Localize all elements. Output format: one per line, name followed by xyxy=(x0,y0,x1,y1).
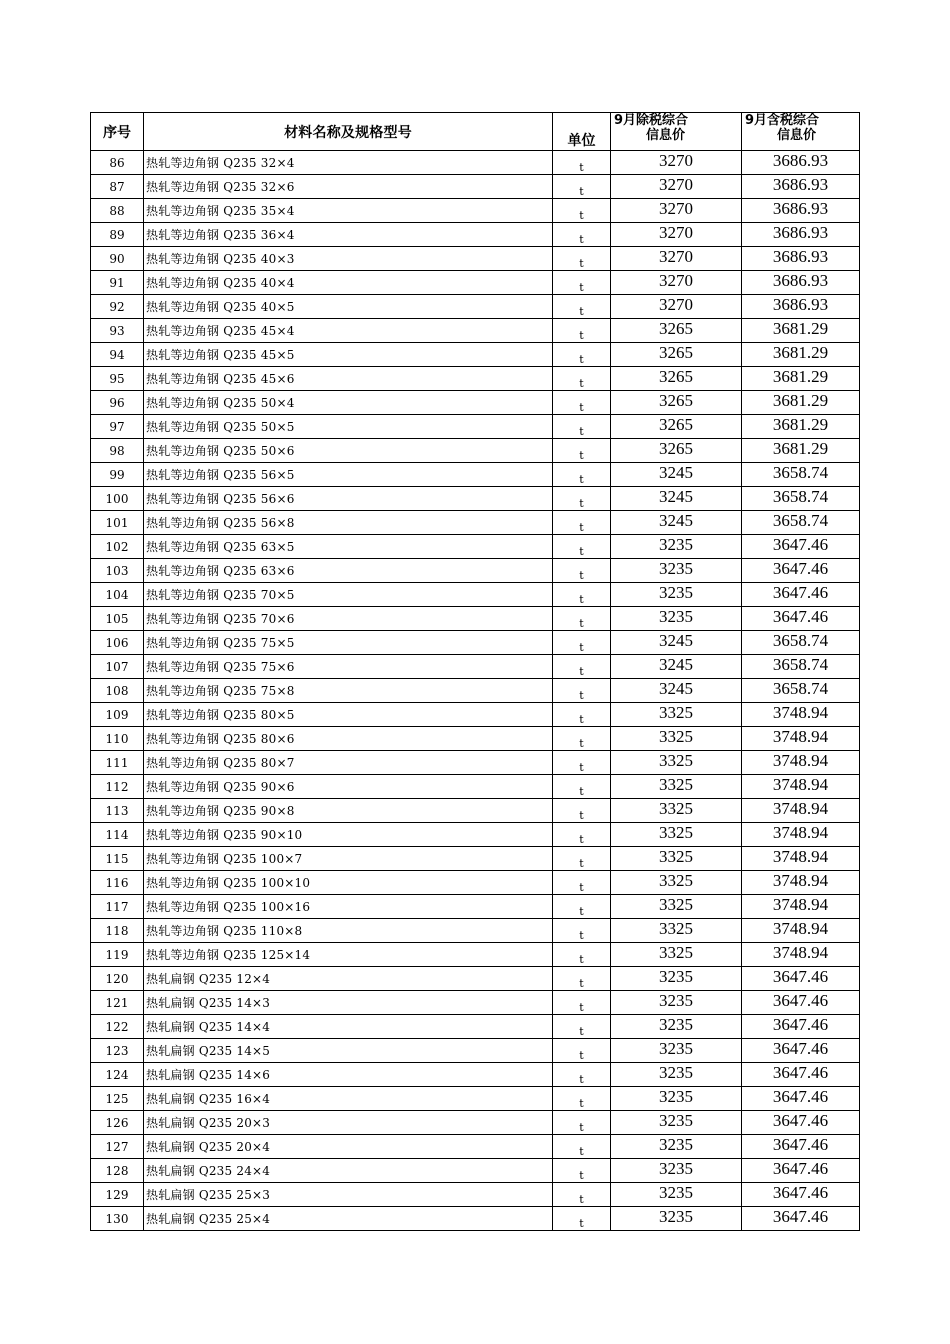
table-row xyxy=(91,175,860,199)
cell-no: 117 xyxy=(91,895,144,919)
table-row xyxy=(91,199,860,223)
table-row xyxy=(91,1207,860,1231)
cell-price-inc-tax: 3748.94 xyxy=(742,703,860,727)
cell-price-ex-tax: 3325 xyxy=(611,847,742,871)
cell-unit: t xyxy=(553,607,611,631)
table-row xyxy=(91,1039,860,1063)
cell-name: 热轧等边角钢 Q235 50×4 xyxy=(144,391,553,415)
header-no: 序号 xyxy=(91,113,144,151)
cell-price-ex-tax: 3235 xyxy=(611,1159,742,1183)
cell-unit: t xyxy=(553,655,611,679)
cell-price-ex-tax: 3235 xyxy=(611,1111,742,1135)
cell-price-ex-tax: 3235 xyxy=(611,967,742,991)
cell-unit: t xyxy=(553,1135,611,1159)
cell-name: 热轧等边角钢 Q235 50×6 xyxy=(144,439,553,463)
cell-no: 86 xyxy=(91,151,144,175)
cell-price-inc-tax: 3681.29 xyxy=(742,439,860,463)
cell-price-ex-tax: 3245 xyxy=(611,463,742,487)
cell-unit: t xyxy=(553,247,611,271)
cell-no: 110 xyxy=(91,727,144,751)
cell-name: 热轧扁钢 Q235 25×4 xyxy=(144,1207,553,1231)
cell-unit: t xyxy=(553,847,611,871)
cell-price-inc-tax: 3658.74 xyxy=(742,511,860,535)
cell-price-inc-tax: 3681.29 xyxy=(742,367,860,391)
cell-unit: t xyxy=(553,895,611,919)
cell-unit: t xyxy=(553,343,611,367)
cell-price-inc-tax: 3647.46 xyxy=(742,535,860,559)
header-price-ex-tax xyxy=(611,113,742,151)
cell-price-ex-tax: 3325 xyxy=(611,775,742,799)
table-row xyxy=(91,607,860,631)
table-row xyxy=(91,703,860,727)
cell-price-ex-tax: 3235 xyxy=(611,1207,742,1231)
cell-price-ex-tax: 3325 xyxy=(611,871,742,895)
cell-price-ex-tax: 3265 xyxy=(611,367,742,391)
table-row xyxy=(91,943,860,967)
cell-price-inc-tax: 3748.94 xyxy=(742,727,860,751)
cell-price-inc-tax: 3647.46 xyxy=(742,1111,860,1135)
cell-unit: t xyxy=(553,1063,611,1087)
cell-price-ex-tax: 3235 xyxy=(611,1039,742,1063)
cell-price-ex-tax: 3325 xyxy=(611,799,742,823)
cell-name: 热轧等边角钢 Q235 80×5 xyxy=(144,703,553,727)
cell-price-ex-tax: 3245 xyxy=(611,679,742,703)
cell-name: 热轧等边角钢 Q235 70×6 xyxy=(144,607,553,631)
cell-name: 热轧扁钢 Q235 14×5 xyxy=(144,1039,553,1063)
cell-price-inc-tax: 3647.46 xyxy=(742,1039,860,1063)
cell-name: 热轧等边角钢 Q235 80×6 xyxy=(144,727,553,751)
cell-unit: t xyxy=(553,1015,611,1039)
cell-price-inc-tax: 3681.29 xyxy=(742,319,860,343)
cell-unit: t xyxy=(553,511,611,535)
cell-price-inc-tax: 3658.74 xyxy=(742,655,860,679)
cell-unit: t xyxy=(553,391,611,415)
table-row xyxy=(91,727,860,751)
cell-unit: t xyxy=(553,583,611,607)
table-row xyxy=(91,439,860,463)
table-row xyxy=(91,1015,860,1039)
cell-unit: t xyxy=(553,919,611,943)
cell-price-inc-tax: 3647.46 xyxy=(742,1015,860,1039)
cell-unit: t xyxy=(553,175,611,199)
cell-price-inc-tax: 3647.46 xyxy=(742,1135,860,1159)
cell-no: 114 xyxy=(91,823,144,847)
cell-unit: t xyxy=(553,1207,611,1231)
cell-no: 119 xyxy=(91,943,144,967)
cell-price-ex-tax: 3235 xyxy=(611,1183,742,1207)
table-row xyxy=(91,871,860,895)
table-row xyxy=(91,1135,860,1159)
cell-price-inc-tax: 3647.46 xyxy=(742,559,860,583)
header-row xyxy=(91,113,860,151)
cell-price-inc-tax: 3748.94 xyxy=(742,919,860,943)
cell-no: 106 xyxy=(91,631,144,655)
cell-price-inc-tax: 3686.93 xyxy=(742,295,860,319)
cell-name: 热轧等边角钢 Q235 32×6 xyxy=(144,175,553,199)
table-row xyxy=(91,1087,860,1111)
table-row xyxy=(91,847,860,871)
cell-no: 124 xyxy=(91,1063,144,1087)
cell-unit: t xyxy=(553,823,611,847)
cell-name: 热轧等边角钢 Q235 45×4 xyxy=(144,319,553,343)
cell-price-ex-tax: 3270 xyxy=(611,247,742,271)
cell-no: 97 xyxy=(91,415,144,439)
table-row xyxy=(91,511,860,535)
cell-unit: t xyxy=(553,1111,611,1135)
cell-price-ex-tax: 3270 xyxy=(611,295,742,319)
table-row xyxy=(91,559,860,583)
cell-no: 92 xyxy=(91,295,144,319)
cell-price-inc-tax: 3748.94 xyxy=(742,895,860,919)
cell-price-ex-tax: 3325 xyxy=(611,751,742,775)
header-price-ex-tax-line2: 信息价 xyxy=(646,128,686,143)
cell-no: 109 xyxy=(91,703,144,727)
cell-no: 125 xyxy=(91,1087,144,1111)
cell-price-inc-tax: 3658.74 xyxy=(742,679,860,703)
cell-no: 107 xyxy=(91,655,144,679)
cell-name: 热轧等边角钢 Q235 100×16 xyxy=(144,895,553,919)
cell-price-ex-tax: 3235 xyxy=(611,1135,742,1159)
cell-price-ex-tax: 3235 xyxy=(611,535,742,559)
table-row xyxy=(91,151,860,175)
cell-name: 热轧扁钢 Q235 20×3 xyxy=(144,1111,553,1135)
table-row xyxy=(91,319,860,343)
cell-price-ex-tax: 3270 xyxy=(611,175,742,199)
cell-price-inc-tax: 3748.94 xyxy=(742,751,860,775)
cell-price-ex-tax: 3235 xyxy=(611,583,742,607)
cell-price-ex-tax: 3270 xyxy=(611,271,742,295)
cell-price-ex-tax: 3270 xyxy=(611,151,742,175)
table-row xyxy=(91,463,860,487)
cell-price-inc-tax: 3658.74 xyxy=(742,463,860,487)
cell-unit: t xyxy=(553,991,611,1015)
cell-unit: t xyxy=(553,439,611,463)
cell-unit: t xyxy=(553,871,611,895)
header-price-inc-tax xyxy=(742,113,860,151)
cell-unit: t xyxy=(553,367,611,391)
cell-unit: t xyxy=(553,151,611,175)
cell-unit: t xyxy=(553,559,611,583)
cell-price-inc-tax: 3658.74 xyxy=(742,487,860,511)
table-row xyxy=(91,343,860,367)
table-row xyxy=(91,823,860,847)
cell-name: 热轧等边角钢 Q235 56×5 xyxy=(144,463,553,487)
cell-no: 130 xyxy=(91,1207,144,1231)
cell-unit: t xyxy=(553,631,611,655)
cell-price-inc-tax: 3647.46 xyxy=(742,1207,860,1231)
cell-price-inc-tax: 3686.93 xyxy=(742,223,860,247)
cell-price-inc-tax: 3681.29 xyxy=(742,391,860,415)
table-row xyxy=(91,367,860,391)
cell-price-inc-tax: 3748.94 xyxy=(742,823,860,847)
cell-price-ex-tax: 3235 xyxy=(611,1087,742,1111)
cell-unit: t xyxy=(553,223,611,247)
cell-no: 129 xyxy=(91,1183,144,1207)
cell-unit: t xyxy=(553,703,611,727)
cell-name: 热轧等边角钢 Q235 50×5 xyxy=(144,415,553,439)
table-row xyxy=(91,1111,860,1135)
cell-price-inc-tax: 3748.94 xyxy=(742,847,860,871)
cell-price-ex-tax: 3265 xyxy=(611,343,742,367)
cell-no: 105 xyxy=(91,607,144,631)
cell-price-ex-tax: 3270 xyxy=(611,199,742,223)
cell-name: 热轧等边角钢 Q235 36×4 xyxy=(144,223,553,247)
cell-price-ex-tax: 3235 xyxy=(611,607,742,631)
cell-unit: t xyxy=(553,319,611,343)
cell-unit: t xyxy=(553,487,611,511)
cell-no: 99 xyxy=(91,463,144,487)
cell-no: 128 xyxy=(91,1159,144,1183)
cell-price-ex-tax: 3265 xyxy=(611,391,742,415)
cell-price-ex-tax: 3325 xyxy=(611,727,742,751)
cell-price-inc-tax: 3647.46 xyxy=(742,1063,860,1087)
cell-price-inc-tax: 3681.29 xyxy=(742,343,860,367)
cell-unit: t xyxy=(553,751,611,775)
table-row xyxy=(91,415,860,439)
cell-price-inc-tax: 3658.74 xyxy=(742,631,860,655)
cell-no: 104 xyxy=(91,583,144,607)
table-row xyxy=(91,271,860,295)
header-price-inc-tax-line1: 9月含税综合 xyxy=(745,113,820,128)
cell-price-inc-tax: 3748.94 xyxy=(742,871,860,895)
cell-price-ex-tax: 3265 xyxy=(611,415,742,439)
table-row xyxy=(91,583,860,607)
table-row xyxy=(91,991,860,1015)
cell-name: 热轧扁钢 Q235 16×4 xyxy=(144,1087,553,1111)
cell-name: 热轧等边角钢 Q235 35×4 xyxy=(144,199,553,223)
cell-no: 89 xyxy=(91,223,144,247)
cell-price-inc-tax: 3748.94 xyxy=(742,799,860,823)
cell-name: 热轧等边角钢 Q235 63×5 xyxy=(144,535,553,559)
cell-unit: t xyxy=(553,415,611,439)
cell-name: 热轧等边角钢 Q235 100×7 xyxy=(144,847,553,871)
cell-no: 87 xyxy=(91,175,144,199)
cell-no: 88 xyxy=(91,199,144,223)
table-row xyxy=(91,799,860,823)
cell-name: 热轧扁钢 Q235 24×4 xyxy=(144,1159,553,1183)
cell-unit: t xyxy=(553,1183,611,1207)
cell-no: 122 xyxy=(91,1015,144,1039)
cell-price-inc-tax: 3681.29 xyxy=(742,415,860,439)
cell-price-ex-tax: 3245 xyxy=(611,631,742,655)
cell-price-inc-tax: 3647.46 xyxy=(742,991,860,1015)
cell-price-inc-tax: 3686.93 xyxy=(742,175,860,199)
cell-unit: t xyxy=(553,1087,611,1111)
cell-no: 123 xyxy=(91,1039,144,1063)
cell-unit: t xyxy=(553,199,611,223)
cell-name: 热轧等边角钢 Q235 90×10 xyxy=(144,823,553,847)
cell-no: 91 xyxy=(91,271,144,295)
cell-no: 95 xyxy=(91,367,144,391)
cell-no: 120 xyxy=(91,967,144,991)
cell-price-ex-tax: 3235 xyxy=(611,1015,742,1039)
cell-price-ex-tax: 3265 xyxy=(611,319,742,343)
cell-price-inc-tax: 3647.46 xyxy=(742,1183,860,1207)
cell-no: 112 xyxy=(91,775,144,799)
cell-price-inc-tax: 3748.94 xyxy=(742,943,860,967)
cell-name: 热轧等边角钢 Q235 40×3 xyxy=(144,247,553,271)
cell-price-inc-tax: 3686.93 xyxy=(742,271,860,295)
header-unit: 单位 xyxy=(553,113,611,151)
header-price-inc-tax-line2: 信息价 xyxy=(777,128,817,143)
cell-name: 热轧扁钢 Q235 12×4 xyxy=(144,967,553,991)
cell-name: 热轧等边角钢 Q235 63×6 xyxy=(144,559,553,583)
cell-price-ex-tax: 3325 xyxy=(611,919,742,943)
cell-name: 热轧等边角钢 Q235 100×10 xyxy=(144,871,553,895)
table-row xyxy=(91,895,860,919)
cell-price-ex-tax: 3270 xyxy=(611,223,742,247)
cell-name: 热轧等边角钢 Q235 56×8 xyxy=(144,511,553,535)
table-row xyxy=(91,391,860,415)
cell-unit: t xyxy=(553,727,611,751)
cell-no: 101 xyxy=(91,511,144,535)
cell-name: 热轧等边角钢 Q235 125×14 xyxy=(144,943,553,967)
cell-no: 98 xyxy=(91,439,144,463)
cell-price-inc-tax: 3647.46 xyxy=(742,607,860,631)
table-row xyxy=(91,919,860,943)
cell-price-ex-tax: 3235 xyxy=(611,991,742,1015)
cell-name: 热轧扁钢 Q235 14×4 xyxy=(144,1015,553,1039)
cell-unit: t xyxy=(553,943,611,967)
cell-price-inc-tax: 3647.46 xyxy=(742,1159,860,1183)
cell-price-ex-tax: 3325 xyxy=(611,823,742,847)
table-row xyxy=(91,967,860,991)
cell-unit: t xyxy=(553,679,611,703)
cell-unit: t xyxy=(553,463,611,487)
cell-no: 118 xyxy=(91,919,144,943)
table-row xyxy=(91,775,860,799)
cell-price-ex-tax: 3265 xyxy=(611,439,742,463)
table-row xyxy=(91,295,860,319)
table-row xyxy=(91,655,860,679)
cell-price-ex-tax: 3245 xyxy=(611,487,742,511)
cell-price-ex-tax: 3245 xyxy=(611,511,742,535)
cell-price-inc-tax: 3647.46 xyxy=(742,967,860,991)
cell-unit: t xyxy=(553,1159,611,1183)
cell-no: 113 xyxy=(91,799,144,823)
cell-no: 93 xyxy=(91,319,144,343)
cell-name: 热轧等边角钢 Q235 45×6 xyxy=(144,367,553,391)
cell-price-ex-tax: 3325 xyxy=(611,895,742,919)
cell-name: 热轧等边角钢 Q235 90×6 xyxy=(144,775,553,799)
table-row xyxy=(91,535,860,559)
table-row xyxy=(91,1159,860,1183)
cell-name: 热轧等边角钢 Q235 75×8 xyxy=(144,679,553,703)
cell-price-ex-tax: 3235 xyxy=(611,1063,742,1087)
cell-name: 热轧等边角钢 Q235 75×6 xyxy=(144,655,553,679)
cell-name: 热轧扁钢 Q235 14×6 xyxy=(144,1063,553,1087)
cell-price-ex-tax: 3245 xyxy=(611,655,742,679)
cell-unit: t xyxy=(553,799,611,823)
cell-price-ex-tax: 3325 xyxy=(611,703,742,727)
table-row xyxy=(91,631,860,655)
table-row xyxy=(91,223,860,247)
cell-name: 热轧等边角钢 Q235 40×4 xyxy=(144,271,553,295)
table-row xyxy=(91,751,860,775)
table-row xyxy=(91,247,860,271)
cell-name: 热轧等边角钢 Q235 45×5 xyxy=(144,343,553,367)
cell-unit: t xyxy=(553,295,611,319)
cell-name: 热轧等边角钢 Q235 75×5 xyxy=(144,631,553,655)
table-row xyxy=(91,1063,860,1087)
header-name: 材料名称及规格型号 xyxy=(144,113,553,151)
cell-price-inc-tax: 3686.93 xyxy=(742,151,860,175)
cell-no: 96 xyxy=(91,391,144,415)
cell-name: 热轧等边角钢 Q235 70×5 xyxy=(144,583,553,607)
cell-name: 热轧等边角钢 Q235 32×4 xyxy=(144,151,553,175)
cell-no: 100 xyxy=(91,487,144,511)
cell-no: 108 xyxy=(91,679,144,703)
cell-price-inc-tax: 3748.94 xyxy=(742,775,860,799)
cell-no: 111 xyxy=(91,751,144,775)
cell-no: 126 xyxy=(91,1111,144,1135)
cell-no: 103 xyxy=(91,559,144,583)
table-row xyxy=(91,1183,860,1207)
cell-no: 121 xyxy=(91,991,144,1015)
cell-no: 90 xyxy=(91,247,144,271)
cell-name: 热轧等边角钢 Q235 40×5 xyxy=(144,295,553,319)
cell-no: 116 xyxy=(91,871,144,895)
cell-price-inc-tax: 3686.93 xyxy=(742,199,860,223)
cell-price-inc-tax: 3647.46 xyxy=(742,583,860,607)
table-row xyxy=(91,679,860,703)
price-table xyxy=(90,112,860,1231)
cell-name: 热轧等边角钢 Q235 80×7 xyxy=(144,751,553,775)
cell-name: 热轧扁钢 Q235 20×4 xyxy=(144,1135,553,1159)
cell-unit: t xyxy=(553,775,611,799)
table-body xyxy=(91,151,860,1231)
cell-name: 热轧等边角钢 Q235 110×8 xyxy=(144,919,553,943)
cell-name: 热轧扁钢 Q235 14×3 xyxy=(144,991,553,1015)
cell-no: 102 xyxy=(91,535,144,559)
cell-no: 127 xyxy=(91,1135,144,1159)
table-row xyxy=(91,487,860,511)
cell-price-ex-tax: 3325 xyxy=(611,943,742,967)
cell-unit: t xyxy=(553,271,611,295)
cell-name: 热轧扁钢 Q235 25×3 xyxy=(144,1183,553,1207)
cell-name: 热轧等边角钢 Q235 56×6 xyxy=(144,487,553,511)
cell-name: 热轧等边角钢 Q235 90×8 xyxy=(144,799,553,823)
cell-no: 94 xyxy=(91,343,144,367)
cell-unit: t xyxy=(553,967,611,991)
header-price-ex-tax-line1: 9月除税综合 xyxy=(614,113,689,128)
cell-unit: t xyxy=(553,1039,611,1063)
cell-no: 115 xyxy=(91,847,144,871)
cell-price-inc-tax: 3686.93 xyxy=(742,247,860,271)
cell-price-inc-tax: 3647.46 xyxy=(742,1087,860,1111)
cell-price-ex-tax: 3235 xyxy=(611,559,742,583)
cell-unit: t xyxy=(553,535,611,559)
